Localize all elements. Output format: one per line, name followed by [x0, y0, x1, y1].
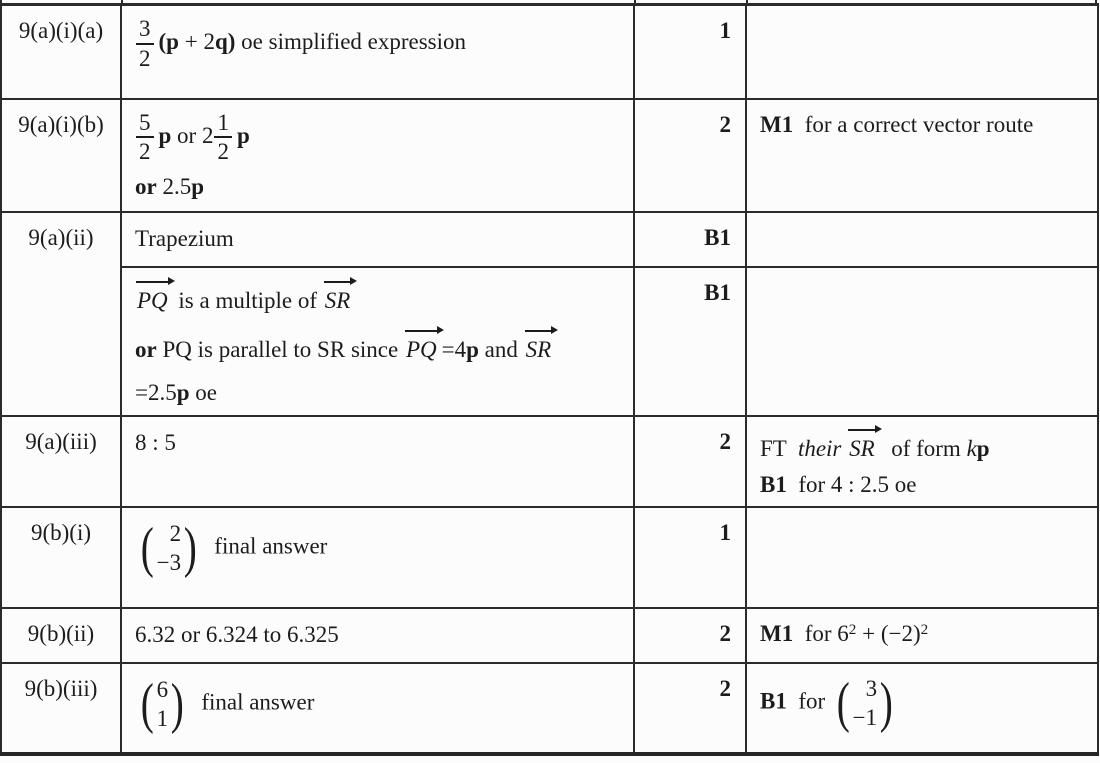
text-segment: is a multiple of	[172, 287, 323, 313]
question-label: 9(b)(i)	[30, 519, 92, 545]
text-segment: or	[135, 174, 157, 199]
table-row	[1, 212, 1098, 267]
text-segment: Trapezium	[135, 225, 234, 251]
column-vector: ( 2 −3 )	[138, 519, 200, 578]
answer-cell	[121, 267, 634, 417]
question-label: 9(a)(i)(b)	[18, 111, 104, 137]
marks-value: 1	[719, 18, 731, 43]
marks-cell	[634, 99, 746, 212]
text-segment: 2	[920, 620, 929, 638]
marks-cell	[634, 5, 746, 99]
answer-line	[135, 518, 623, 579]
fraction: $\frac{3}{2}$	[136, 16, 154, 72]
answer-cell	[121, 663, 634, 754]
answer-line	[135, 110, 623, 166]
answer-line	[135, 619, 623, 652]
notes-line	[760, 109, 1089, 142]
marks-value: 2	[719, 620, 731, 646]
notes-cell	[746, 267, 1098, 417]
answer-line	[135, 674, 623, 735]
text-segment: oe	[189, 379, 217, 405]
text-segment: FT	[760, 436, 787, 462]
answer-line	[135, 377, 623, 410]
table-row	[1, 416, 1098, 506]
notes-line	[760, 469, 1089, 502]
column-vector: ( 6 1 )	[138, 675, 187, 734]
notes-cell	[746, 5, 1098, 99]
mark-scheme-table	[0, 3, 1099, 756]
marks-cell	[634, 608, 746, 663]
text-segment: final answer	[202, 533, 328, 559]
marks-value: 2	[719, 111, 731, 137]
text-segment: 2.5	[156, 174, 192, 199]
question-cell	[1, 663, 121, 754]
text-segment: for 4 : 2.5 oe	[786, 472, 917, 498]
question-label: 9(b)(iii)	[24, 675, 98, 701]
table-row	[1, 267, 1098, 417]
text-segment: 2	[848, 620, 857, 638]
text-segment: B1	[760, 688, 787, 714]
text-segment: p	[158, 122, 172, 148]
text-segment: B1	[760, 472, 787, 498]
notes-cell	[746, 608, 1098, 663]
question-cell	[1, 608, 121, 663]
table-row	[1, 5, 1098, 99]
marks-cell	[634, 507, 746, 608]
text-segment: and	[478, 337, 524, 363]
text-segment: of form	[879, 436, 967, 462]
question-label: 9(a)(i)(a)	[18, 18, 104, 43]
fraction: $\frac{1}{2}$	[214, 110, 232, 166]
marks-cell	[634, 212, 746, 267]
text-segment: or 2	[171, 122, 214, 148]
text-segment: p	[166, 29, 179, 55]
answer-line	[135, 171, 623, 204]
text-segment: for 6	[793, 620, 849, 646]
text-segment: )	[227, 29, 236, 55]
table-row	[1, 99, 1098, 212]
notes-line	[760, 426, 1089, 466]
text-segment: p	[466, 337, 479, 363]
text-segment: k	[966, 436, 977, 462]
text-segment: for a correct vector route	[793, 111, 1034, 137]
question-cell	[1, 99, 121, 212]
text-segment: (	[158, 29, 167, 55]
answer-line	[135, 427, 623, 460]
notes-cell	[746, 99, 1098, 212]
text-segment: or	[135, 337, 157, 363]
notes-cell	[746, 212, 1098, 267]
answer-cell	[121, 212, 634, 267]
text-segment: =4	[441, 337, 467, 363]
text-segment: oe simplified expression	[235, 29, 467, 55]
text-segment: M1	[760, 620, 794, 646]
question-label: 9(a)(iii)	[25, 429, 97, 455]
notes-cell	[746, 416, 1098, 506]
text-segment: 6.32 or 6.324 to 6.325	[135, 621, 339, 647]
marks-value: 2	[719, 429, 731, 455]
answer-line	[135, 16, 623, 72]
vector-notation: SR	[323, 283, 356, 318]
text-segment: =2.5	[135, 379, 177, 405]
text-segment: q	[214, 29, 228, 55]
marks-value: 1	[719, 519, 731, 545]
vector-notation: PQ	[404, 332, 442, 367]
marks-cell	[634, 416, 746, 506]
question-label: 9(a)(ii)	[28, 224, 94, 250]
text-segment: + 2	[178, 29, 215, 55]
marks-value: 2	[719, 675, 731, 701]
answer-cell	[121, 99, 634, 212]
marks-value: B1	[704, 279, 731, 305]
notes-cell	[746, 663, 1098, 754]
table-row	[1, 608, 1098, 663]
marks-value: B1	[704, 224, 731, 250]
answer-line	[135, 278, 623, 318]
question-cell	[1, 416, 121, 506]
answer-line	[135, 223, 623, 256]
column-vector: ( 3 −1 )	[834, 674, 896, 733]
marks-cell	[634, 663, 746, 754]
text-segment: M1	[760, 111, 794, 137]
question-label: 9(b)(ii)	[27, 620, 95, 646]
text-segment: final answer	[189, 689, 315, 715]
notes-cell	[746, 507, 1098, 608]
text-segment: p	[191, 174, 205, 199]
notes-line	[760, 673, 1089, 734]
text-segment: 8 : 5	[135, 430, 176, 456]
vector-notation: SR	[847, 431, 880, 466]
answer-cell	[121, 507, 634, 608]
text-segment	[786, 436, 798, 461]
answer-cell	[121, 416, 634, 506]
text-segment: p	[976, 436, 990, 462]
text-segment: their	[797, 436, 842, 462]
text-segment: p	[176, 379, 190, 405]
text-segment: p	[236, 122, 250, 148]
text-segment: for	[786, 688, 831, 714]
answer-cell	[121, 608, 634, 663]
vector-notation: PQ	[135, 283, 173, 318]
fraction: $\frac{5}{2}$	[136, 110, 154, 166]
answer-cell	[121, 5, 634, 99]
answer-line	[135, 327, 623, 367]
marks-cell	[634, 267, 746, 417]
question-cell	[1, 212, 121, 417]
table-row	[1, 507, 1098, 608]
notes-line	[760, 618, 1089, 651]
text-segment: + (−2)	[856, 620, 921, 646]
table-row	[1, 663, 1098, 754]
text-segment: PQ is parallel to SR since	[156, 337, 404, 363]
question-cell	[1, 507, 121, 608]
question-cell	[1, 5, 121, 99]
vector-notation: SR	[524, 332, 557, 367]
